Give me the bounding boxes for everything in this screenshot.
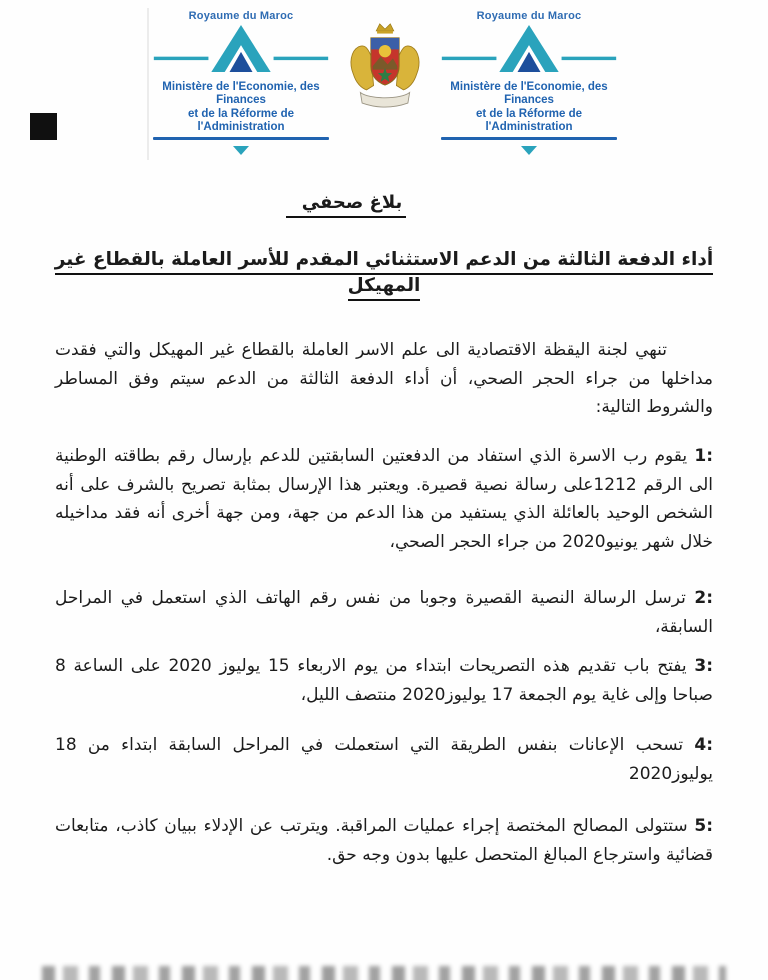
item-number: 5: <box>694 816 713 836</box>
ministry-name-line2: et de la Réforme de l'Administration <box>475 108 583 133</box>
logo-underline <box>153 137 329 140</box>
item-number: 4: <box>694 735 713 755</box>
list-item-5 <box>55 812 713 869</box>
list-item-3 <box>55 652 713 709</box>
document-subtitle: أداء الدفعة الثالثة من الدعم الاستثنائي المقدم للأسر العاملة بالقطاع غير المهيكل <box>52 247 716 299</box>
item-text: يقوم رب الاسرة الذي استفاد من الدفعتين السابقتين للدعم بإرسال رقم بطاقته الوطنية الى الرقم 1212على رسالة نصية قصيرة. ويعتبر هذا الإرسال بمثابة تصريح بالشرف على أنه الشخص الوحيد بالعائلة الذي يستفيد من هذا الدعم من جهة، ومن جهة أخرى أنه فقد مداخيله خلال شهر يونيو2020 من جراء الحجر الصحي، <box>55 446 713 552</box>
item-text: ترسل الرسالة النصية القصيرة وجوبا من نفس رقم الهاتف الذي استعمل في المراحل السابقة، <box>55 588 713 637</box>
list-item-1 <box>55 442 713 556</box>
cutoff-footer-text <box>42 966 726 980</box>
item-number: 3: <box>694 656 714 676</box>
press-release-title: بلاغ صحفي <box>0 192 768 218</box>
ministry-logo-left <box>147 8 333 160</box>
logo-underline <box>441 137 617 140</box>
down-triangle-icon <box>233 142 249 160</box>
ministry-name-line1: Ministère de l'Economie, des Finances <box>450 81 608 106</box>
ministry-chevron-icon <box>438 23 620 80</box>
document-header <box>0 8 768 160</box>
ministry-name-line2: et de la Réforme de l'Administration <box>187 108 295 133</box>
list-item-2 <box>55 584 713 641</box>
ministry-chevron-icon <box>150 23 332 80</box>
list-item-4 <box>55 731 713 788</box>
item-number: 2: <box>694 588 713 608</box>
ministry-logo-right <box>437 8 621 160</box>
kingdom-label: Royaume du Maroc <box>476 10 582 22</box>
ministry-name-line1: Ministère de l'Economie, des Finances <box>162 81 320 106</box>
item-text: يفتح باب تقديم هذه التصريحات ابتداء من يوم الاربعاء 15 يوليوز 2020 على الساعة 8 صباحا وإلى غاية يوم الجمعة 17 يوليوز2020 منتصف الليل، <box>55 656 713 705</box>
scan-artifact-mark <box>30 113 57 140</box>
intro-paragraph: تنهي لجنة اليقظة الاقتصادية الى علم الاسر العاملة بالقطاع غير المهيكل والتي فقدت مداخلها من جراء الحجر الصحي، أن أداء الدفعة الثالثة من الدعم سيتم وفق المساطر والشروط التالية: <box>55 340 713 417</box>
down-triangle-icon <box>521 142 537 160</box>
item-text: تسحب الإعانات بنفس الطريقة التي استعملت في المراحل السابقة ابتداء من 18 يوليوز2020 <box>55 735 713 784</box>
royal-coat-of-arms-icon <box>339 8 431 114</box>
item-text: ستتولى المصالح المختصة إجراء عمليات المراقبة. ويترتب عن الإدلاء ببيان كاذب، متابعات قضائية واسترجاع المبالغ المتحصل عليها بدون وجه حق. <box>55 816 713 865</box>
kingdom-label: Royaume du Maroc <box>188 10 294 22</box>
item-number: 1: <box>694 446 713 466</box>
